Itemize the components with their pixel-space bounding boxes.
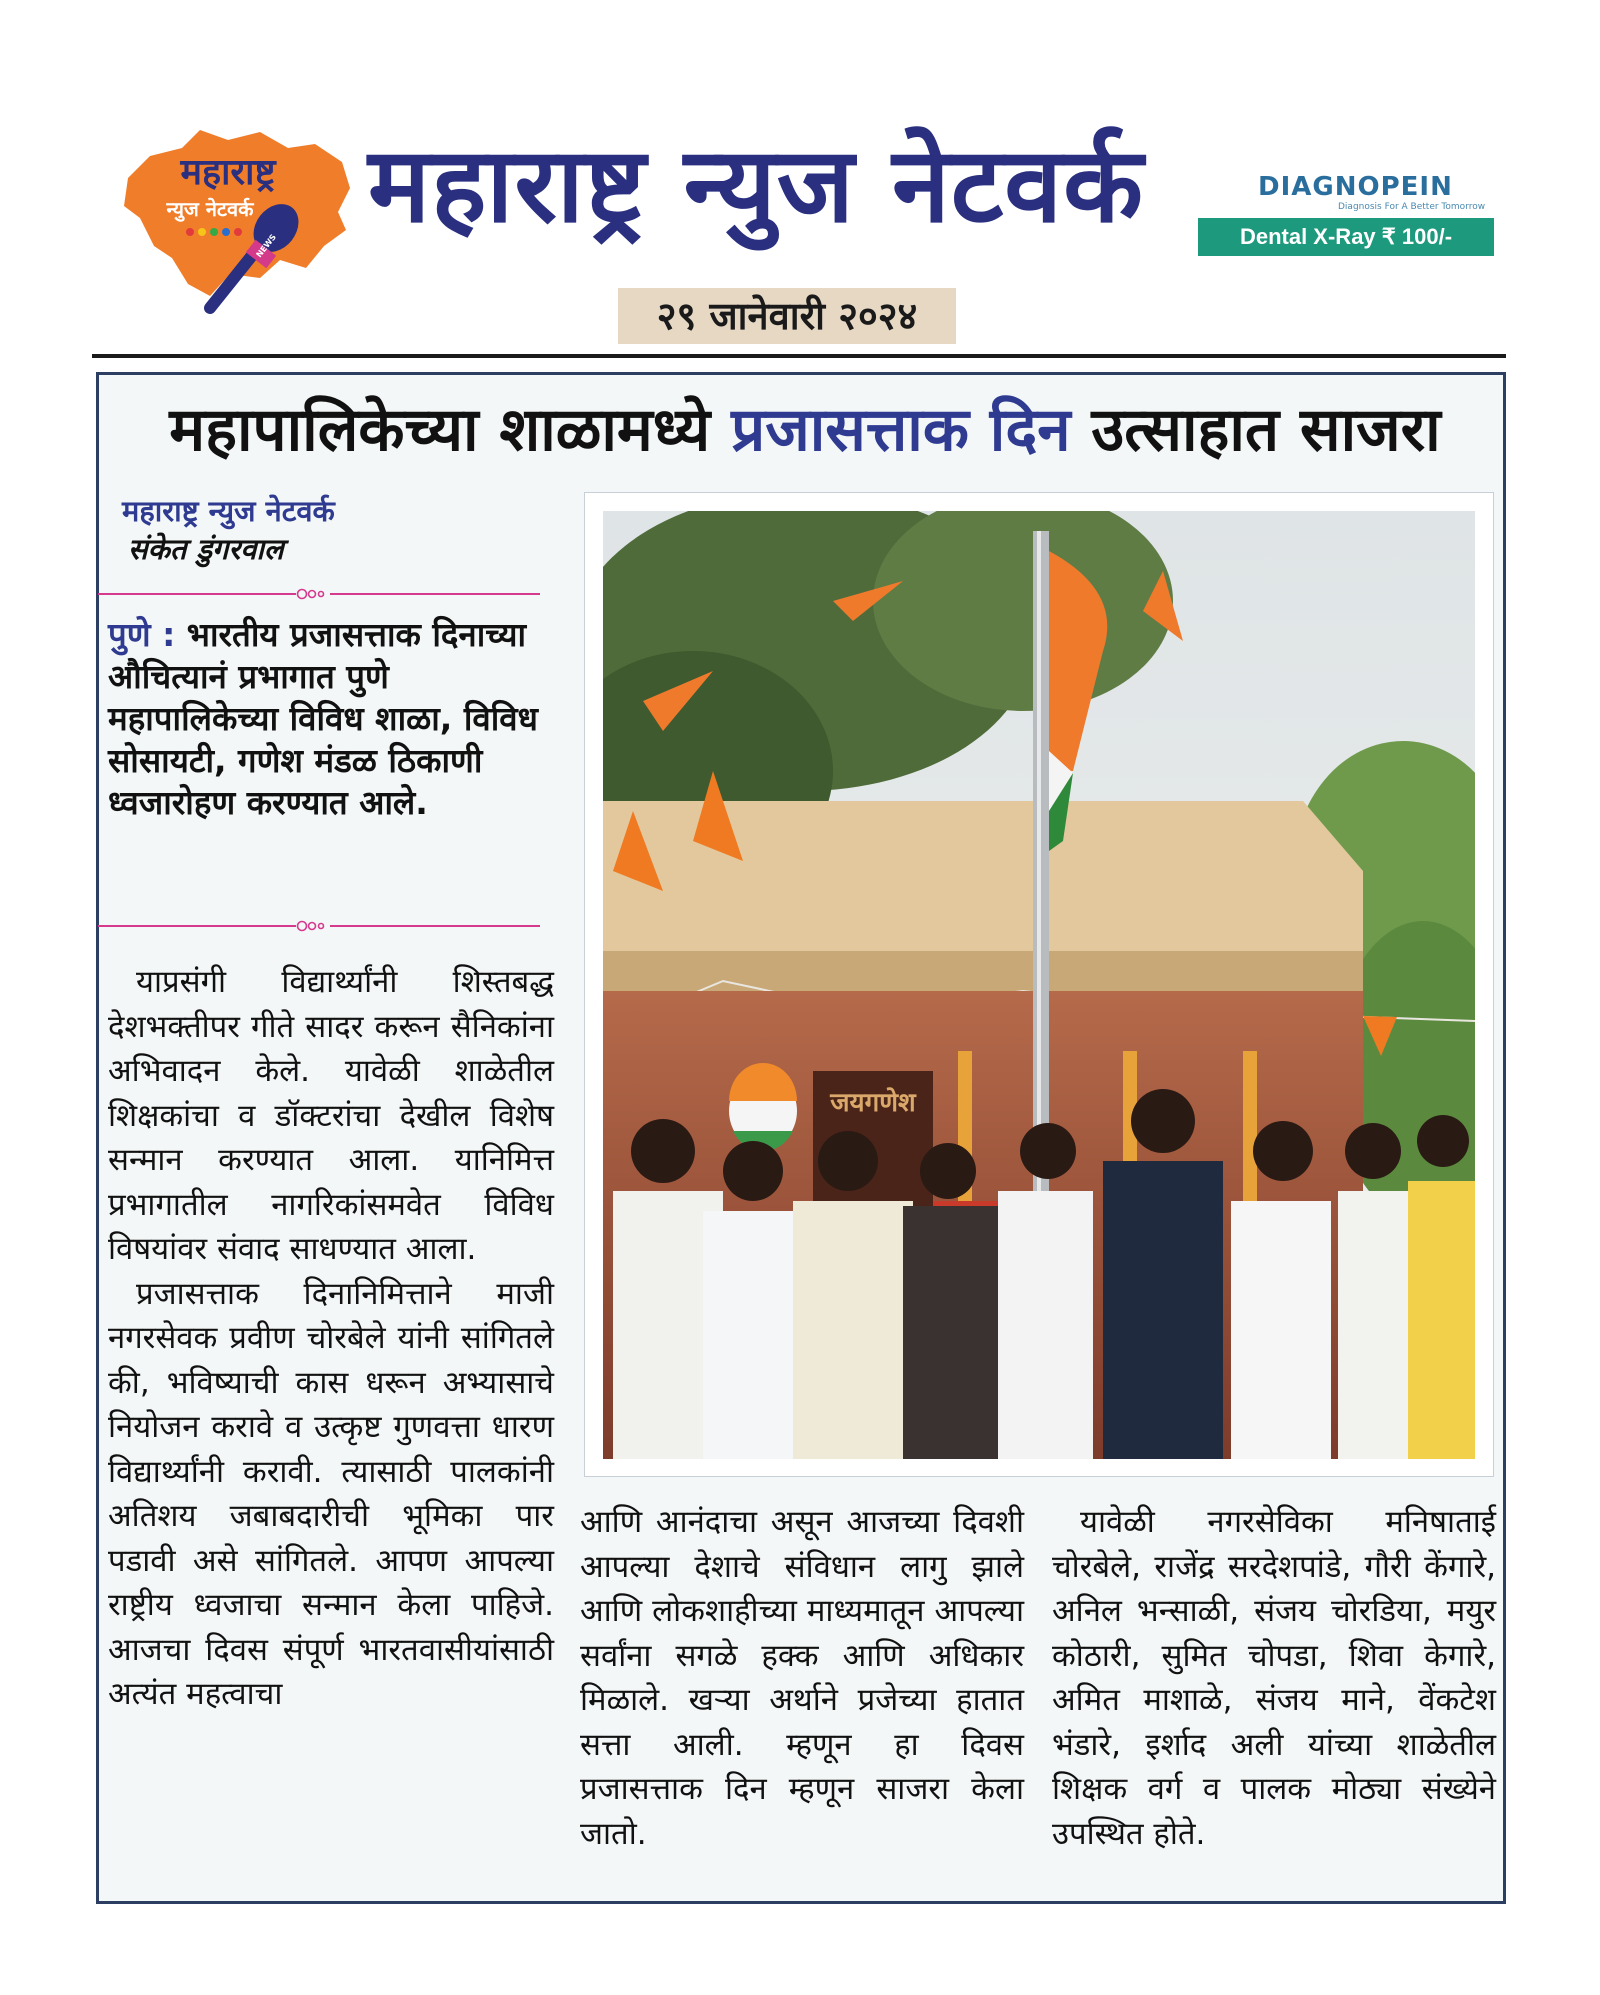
byline-org: महाराष्ट्र न्युज नेटवर्क — [122, 494, 335, 528]
lede-text: भारतीय प्रजासत्ताक दिनाच्या औचित्यानं प्रभागात पुणे महापालिकेच्या विविध शाळा, विविध सोसायटी, गणेश मंडळ ठिकाणी ध्वजारोहण करण्यात आले. — [108, 615, 538, 822]
byline — [122, 492, 542, 568]
article-headline — [110, 385, 1500, 475]
byline-author: संकेत डुंगरवाल — [128, 532, 284, 566]
paragraph-2: प्रजासत्ताक दिनानिमित्ताने माजी नगरसेवक प्रवीण चोरबेले यांनी सांगितले की, भविष्याची कास धरून अभ्यासाचे नियोजन करावे व उत्कृष्ट गुणवत्ता धारण विद्यार्थ्यांनी करावी. त्यासाठी पालकांनी अतिशय जबाबदारीची भूमिका पार पडावी असे सांगितले. आपण आपल्या राष्ट्रीय ध्वजाचा सन्मान केला पाहिजे. आजचा दिवस संपूर्ण भारतवासीयांसाठी अत्यंत महत्वाचा — [108, 1275, 554, 1712]
lede-divider-bottom — [98, 920, 540, 932]
masthead-logo — [110, 118, 360, 318]
edition-date: २९ जानेवारी २०२४ — [618, 288, 956, 344]
paragraph-3: आणि आनंदाचा असून आजच्या दिवशी आपल्या देशाचे संविधान लागु झाले आणि लोकशाहीच्या माध्यमातून आपल्या सर्वांना सगळे हक्क आणि अधिकार मिळाले. खऱ्या अर्थाने प्रजेच्या हातात सत्ता आली. म्हणून हा दिवस प्रजासत्ताक दिन म्हणून साजरा केला जातो. — [580, 1504, 1024, 1852]
headline-part-3: उत्साहात साजरा — [1091, 395, 1441, 465]
logo-text-2: न्युज नेटवर्क — [166, 197, 254, 221]
headline-part-1: महापालिकेच्या शाळामध्ये — [169, 395, 711, 465]
headline-part-2: प्रजासत्ताक दिन — [731, 395, 1071, 465]
temple-sign: जयगणेश — [830, 1088, 916, 1118]
paragraph-4: यावेळी नगरसेविका मनिषाताई चोरबेले, राजेंद्र सरदेशपांडे, गौरी केंगारे, अनिल भन्साळी, संजय चोरडिया, मयुर कोठारी, सुमित चोपडा, शिवा केगारे, अमित माशाळे, संजय माने, वेंकटेश भंडारे, इर्शाद अली यांच्या शाळेतील शिक्षक वर्ग व पालक मोठ्या संख्येने उपस्थित होते. — [1052, 1504, 1496, 1852]
advertisement[interactable] — [1198, 168, 1494, 256]
paragraph-1: याप्रसंगी विद्यार्थ्यांनी शिस्तबद्ध देशभक्तीपर गीते सादर करून सैनिकांना अभिवादन केले. यावेळी शाळेतील शिक्षकांचा व डॉक्टरांचा देखील विशेष सन्मान करण्यात आला. यानिमित्त प्रभागातील नागरिकांसमवेत विविध विषयांवर संवाद साधण्यात आला. — [108, 964, 554, 1267]
ad-brand: DIAGNOPEIN — [1258, 172, 1453, 202]
flag-hoisting-photo — [603, 511, 1475, 1459]
mic-label: NEWS — [254, 232, 279, 260]
ad-offer: Dental X-Ray ₹ 100/- — [1239, 224, 1453, 249]
article-column-3 — [1052, 1500, 1496, 1856]
article-column-1 — [108, 960, 554, 1717]
article-photo — [584, 492, 1494, 1477]
ad-tagline: Diagnosis For A Better Tomorrow — [1338, 202, 1486, 212]
lede-divider-top — [98, 588, 540, 600]
masthead-title: महाराष्ट्र न्युज नेटवर्क — [368, 124, 1144, 246]
article-column-2 — [580, 1500, 1024, 1856]
lede-place: पुणे : — [108, 615, 176, 654]
masthead-rule — [92, 354, 1506, 358]
logo-text-1: महाराष्ट्र — [180, 152, 276, 193]
article-lede — [108, 614, 538, 824]
